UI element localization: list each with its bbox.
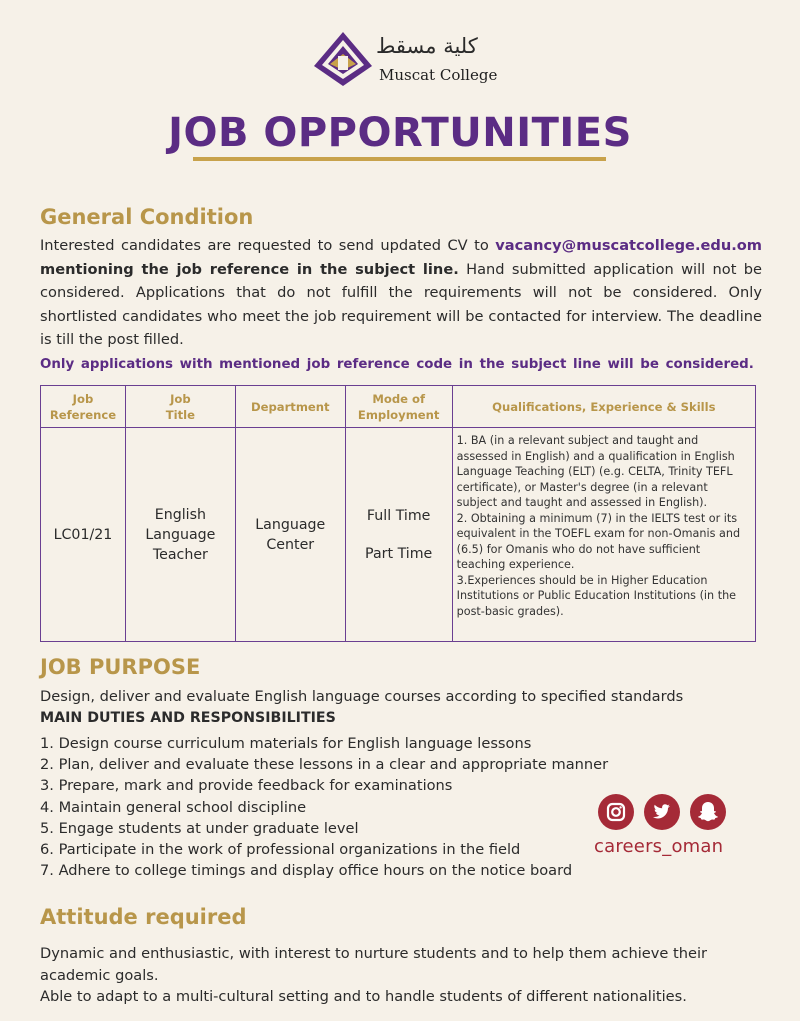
cell-qualifications <box>452 428 755 642</box>
cell-mode-of-employment: Full Time Part Time <box>345 428 452 642</box>
list-item: 6. Participate in the work of professional organizations in the field <box>40 841 521 859</box>
cell-department: Language Center <box>235 428 345 642</box>
qualification-item: 2. Obtaining a minimum (7) in the IELTS test or its equivalent in the TOEFL exam for non-Omanis and (6.5) for Omanis who do not have sufficient teaching experience. <box>456 511 741 571</box>
cell-job-reference: LC01/21 <box>41 428 126 642</box>
attitude-line: Dynamic and enthusiastic, with interest to nurture students and to help them achieve their academic goals. <box>40 945 708 984</box>
social-handles <box>594 794 744 864</box>
table-row <box>41 428 756 642</box>
list-item: 7. Adhere to college timings and display office hours on the notice board <box>40 862 573 880</box>
duties-list <box>40 733 608 881</box>
header-mode-of-employment: Mode of Employment <box>345 386 452 428</box>
job-purpose-text: Design, deliver and evaluate English language courses according to specified standards <box>40 688 684 705</box>
list-item: 2. Plan, deliver and evaluate these lessons in a clear and appropriate manner <box>40 756 609 774</box>
header-qualifications: Qualifications, Experience & Skills <box>452 386 755 428</box>
duties-heading: MAIN DUTIES AND RESPONSIBILITIES <box>40 710 336 726</box>
snapchat-icon[interactable] <box>690 794 726 830</box>
gc-bold-text: mentioning the job reference in the subject line. <box>40 260 459 278</box>
cell-job-title: English Language Teacher <box>125 428 235 642</box>
job-purpose-heading: JOB PURPOSE <box>40 655 201 679</box>
gc-text-rest: Hand submitted application will not be considered. Applications that do not fulfill the requirements will not be considered. Only shortlisted candidates who meet the job requirement will be contacted for interview. The deadline is till the post filled. <box>40 260 762 348</box>
title-underline <box>193 157 606 161</box>
header-job-reference: Job Reference <box>41 386 126 428</box>
instagram-icon[interactable] <box>598 794 634 830</box>
header-department: Department <box>235 386 345 428</box>
vacancy-email-link[interactable]: vacancy@muscatcollege.edu.om <box>495 237 762 254</box>
attitude-text <box>40 943 760 1008</box>
qualification-item: 1. BA (in a relevant subject and taught and assessed in English) and a qualification in English Language Teaching (ELT) (e.g. CELTA, Trinity TEFL certificate), or Master's degree (in a relevant subject and taught and assessed in English). <box>456 434 735 509</box>
gc-text-intro: Interested candidates are requested to send updated CV to <box>40 237 496 254</box>
qualification-item: 3.Experiences should be in Higher Education Institutions or Public Education Institutions (in the post-basic grades). <box>456 573 737 618</box>
twitter-icon[interactable] <box>644 794 680 830</box>
list-item: 1. Design course curriculum materials for English language lessons <box>40 735 532 752</box>
reference-notice: Only applications with mentioned job reference code in the subject line will be considered. <box>40 357 754 372</box>
list-item: 4. Maintain general school discipline <box>40 798 307 816</box>
header-job-title: Job Title <box>125 386 235 428</box>
list-item: 3. Prepare, mark and provide feedback for examinations <box>40 777 453 795</box>
page-title: JOB OPPORTUNITIES <box>168 110 632 156</box>
table-header-row <box>41 386 756 428</box>
list-item: 5. Engage students at under graduate level <box>40 819 359 837</box>
general-condition-text <box>40 234 762 352</box>
careers-handle[interactable]: careers_oman <box>594 836 724 857</box>
job-table <box>40 385 756 642</box>
logo-english-text: Muscat College <box>379 66 498 84</box>
attitude-line: Able to adapt to a multi-cultural setting and to handle students of different nationalities. <box>40 988 687 1005</box>
logo-arabic-text: كلية مسقط <box>376 34 478 58</box>
logo-emblem-icon <box>312 30 374 88</box>
college-logo <box>312 30 512 90</box>
attitude-heading: Attitude required <box>40 905 247 929</box>
general-condition-heading: General Condition <box>40 205 254 229</box>
